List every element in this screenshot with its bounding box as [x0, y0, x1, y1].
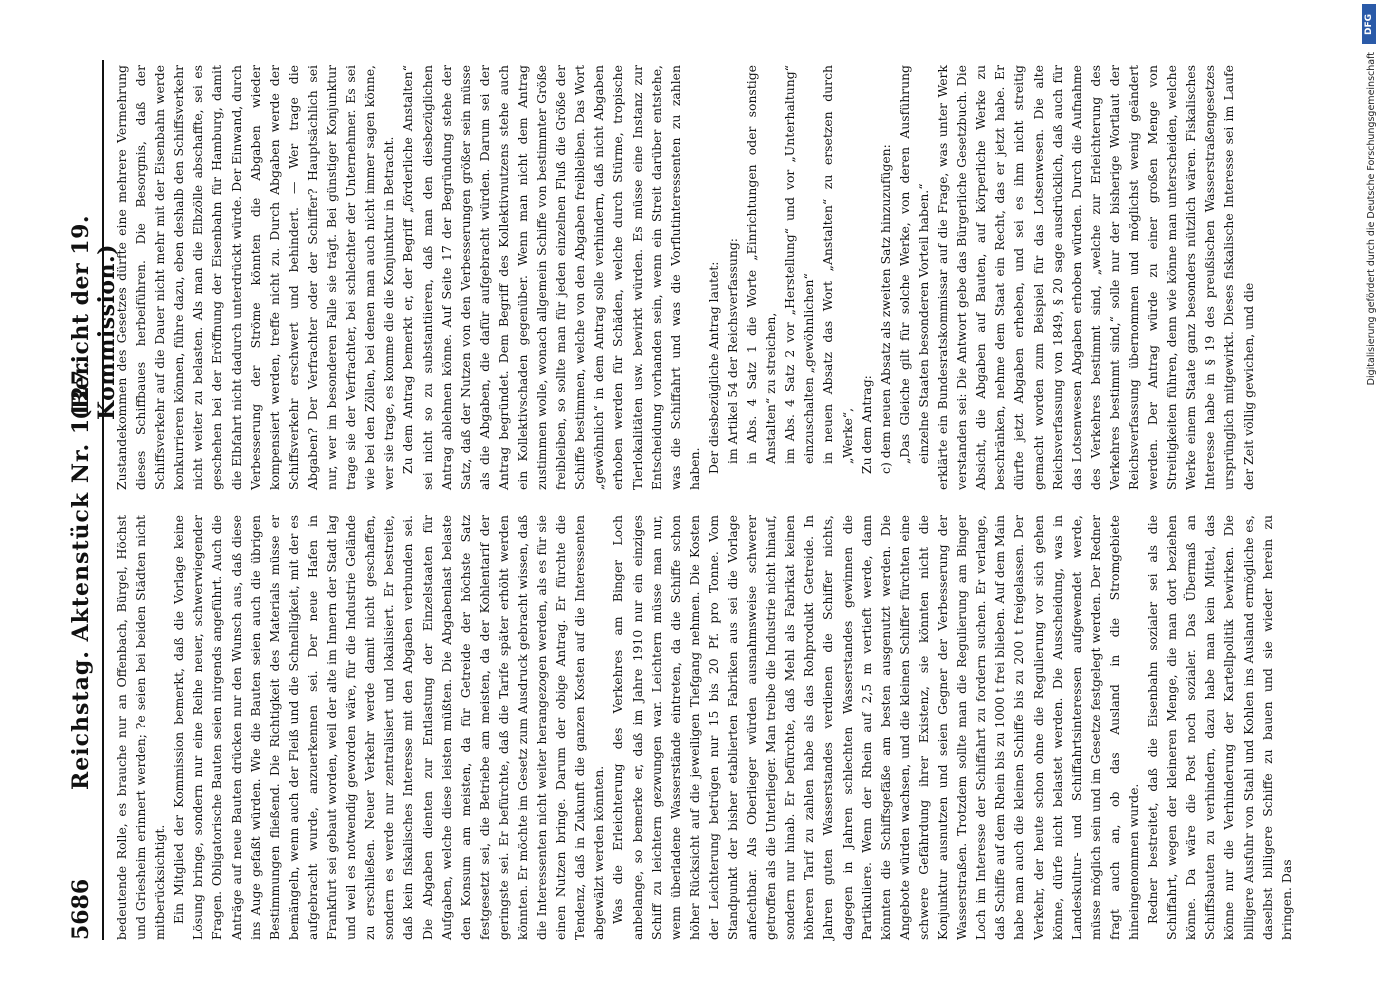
- paragraph: Ein Mitglied der Kommission bemerkt, daß die Vorlage keine Lösung bringe, sondern nur eine Reihe neuer, schwerwiegender Fragen. Obligatorische Bauten seien nirgends angeführt. Auch die Anträge auf neue Bauten drücken nur den Wunsch aus, daß diese ins Auge gefaßt würden. Wie die Bauten seien auch die übrigen Bestimmungen fließend. Die Richtigkeit des Materials müsse er bemängeln, wenn auch der Fleiß und die Schnelligkeit, mit der es aufgebracht wurde, anzuerkennen sei. Der neue Hafen in Frankfurt sei gebaut worden, weil der alte im Innern der Stadt lag und weil es notwendig geworden wäre, für die Industrie Gelände zu erschließen. Neuer Verkehr werde damit nicht geschaffen, sondern es werde nur zentralisiert und lokalisiert. Er bestreite, daß kein fiskalisches Interesse mit den Abgaben verbunden sei. Die Abgaben dienten zur Entlastung der Einzelstaaten für Aufgaben, welche diese leisten müßten. Die Abgabenlast belaste den Konsum am meisten, da für Getreide der höchste Satz festgesetzt sei, die Betriebe am meisten, da der Kohlentarif der geringste sei. Er befürchte, daß die Tarife später erhöht werden könnten. Er möchte im Gesetz zum Ausdruck gebracht wissen, daß die Interessenten nicht weiter herangezogen werden, als es für sie einen Nutzen bringe. Darum der obige Antrag. Er fürchte die Tendenz, daß in Zukunft die ganzen Kosten auf die Interessenten abgewälzt werden könnten.: [171, 515, 607, 940]
- dfg-logo: DFG: [1362, 4, 1376, 44]
- paragraph: Redner bestreitet, daß die Eisenbahn sozialer sei als die Schiffahrt, wegen der kleineren Menge, die man dort beziehen könne. Da wäre die Post noch sozialer. Das Übermaß an Schiffsbauten zu verhindern, dazu habe man kein Mittel, das könne nur die Verhinderung der Kartellpolitik bewirken. Die billigere Ausfuhr von Stahl und Kohlen ins Ausland ermögliche es, daselbst billigere Schiffe zu bauen und sie wieder herein zu bringen. Das: [1145, 515, 1294, 940]
- paragraph: Zu dem Antrag bemerkt er, der Begriff „förderliche Anstalten“ sei nicht so zu substantiieren, daß man den diesbezüglichen Antrag ablehnen könne. Auf Seite 17 der Begründung stehe der Satz, daß der Nutzen von den Verbesserungen größer sein müsse als die Abgaben, die dafür aufgebracht würden. Darum sei der Antrag begründet. Dem Begriff des Kollektivnutzens stehe auch ein Kollektivschaden gegenüber. Wenn man nicht dem Antrag zustimmen wolle, wonach allgemein Schiffe von bestimmter Größe freibleiben, so sollte man für jeden einzelnen Fluß die Größe der Schiffe bestimmen, welche von den Abgaben freibleiben. Das Wort „gewöhnlich“ in dem Antrag solle verhindern, daß nicht Abgaben erhoben werden für Schäden, welche durch Stürme, tropische Tierlokalitäten usw. bewirkt würden. Es müsse eine Instanz zur Entscheidung vorhanden sein, wenn ein Streit darüber entstehe, was die Schiffahrt und was die Vorflutinteressenten zu zahlen haben.: [400, 65, 702, 490]
- motion-line: in neuen Absatz das Wort „Anstalten“ zu ersetzen durch „Werke“,: [820, 65, 855, 464]
- header-title: Reichstag. Aktenstück Nr. 1127.: [68, 360, 94, 790]
- dfg-watermark: [1357, 4, 1379, 994]
- left-column: [112, 515, 1294, 940]
- header-section: (Bericht der 19. Kommission.): [68, 214, 120, 420]
- motion-line: in Abs. 4 Satz 1 die Worte „Einrichtungen oder sonstige Anstalten“ zu streichen,: [744, 65, 779, 464]
- motion-quote: „Das Gleiche gilt für solche Werke, von deren Ausführung einzelne Staaten besonderen Vorteil haben.“: [896, 65, 931, 464]
- page-number: 5686: [68, 878, 94, 940]
- paragraph: c) dem neuen Absatz als zweiten Satz hinzuzufügen:: [877, 144, 893, 474]
- right-column: [112, 65, 1256, 490]
- motion-line: im Artikel 54 der Reichsverfassung:: [725, 238, 740, 464]
- paragraph: erklärte ein Bundesratskommissar auf die Frage, was unter Werk verstanden sei: Die Antwort gebe das Bürgerliche Gesetzbuch. Die Absicht, die Abgaben auf Bauten, auf körperliche Werke zu beschränken, nehme dem Staat ein Recht, das er jetzt habe. Er dürfte jetzt Abgaben erheben, und sei es ihm nicht streitig gemacht worden zum Beispiel für das Lotsenwesen. Die alte Reichsverfassung von 1849, § 20 sage ausdrücklich, daß auch für das Lotsenwesen Abgaben erhoben würden. Durch die Aufnahme des Verkehres bestimmt sind, „welche zur Erleichterung des Verkehres bestimmt sind,“ solle nur der bisherige Wortlaut der Reichsverfassung übernommen und möglichst wenig geändert werden. Der Antrag würde zu einer großen Menge von Streitigkeiten führen, denn wie könne man unterscheiden, welche Werke einem Staate ganz besonders nützlich wären. Fiskalisches Interesse habe in § 19 des preußischen Wasserstraßengesetzes ursprünglich mitgewirkt. Dieses fiskalische Interesse sei im Laufe der Zeit völlig gewichen, und die: [935, 65, 1256, 490]
- paragraph: Was die Erleichterung des Verkehres am Binger Loch anbelange, so bemerke er, daß im Jahre 1910 nur ein einziges Schiff zu leichtern gezwungen war. Leichtern müsse man nur, wenn überladene Wasserstände eintreten, da die Schiffe schon höher Rücksicht auf die jeweiligen Tiefgang nehmen. Die Kosten der Leichterung betrügen nur 15 bis 20 Pf. pro Tonne. Vom Standpunkt der bisher etablierten Fabriken aus sei die Vorlage anfechtbar. Als Oberlieger würden ausnahmsweise schwerer getroffen als die Unterlieger. Man treibe die Industrie nicht hinauf, sondern nur hinab. Er befürchte, daß Mehl als Fabrikat keinen höheren Tarif zu zahlen habe als das Rohprodukt Getreide. In Jahren guten Wasserstandes verdienen die Schiffer nichts, dagegen in Jahren schlechten Wasserstandes gewinnen die Partikuliere. Wenn der Rhein auf 2,5 m vertieft werde, dann könnten die Schiffsgefäße am besten ausgenutzt werden. Die Angebote würden wachsen, und die kleinen Schiffer fürchten eine schwere Gefährdung ihrer Existenz, sie könnten nicht die Konjunktur ausnutzen und seien Gegner der Verbesserung der Wasserstraßen. Trotzdem sollte man die Regulierung am Binger Loch im Interesse der Schiffahrt zu fordern suchen. Er verlange, daß Schiffe auf dem Rhein bis zu 1000 t frei blieben. Auf dem Main habe man auch die kleinen Schiffe bis zu 200 t freigelassen. Der Verkehr, der heute schon ohne die Regulierung vor sich gehen könne, dürfe nicht belastet werden. Die Ausscheidung, was in Landeskultur- und Schiffahrtsinteressen aufgewendet werde, müsse möglich sein und im Gesetze festgelegt werden. Der Redner fragt auch an, ob das Ausland in die Stromgebiete hineingenommen wurde.: [610, 515, 1141, 940]
- paragraph: bedeutende Rolle, es brauche nur an Offenbach, Bürgel, Höchst und Griesheim erinnert werden; ?e seien bei beiden Städten nicht mitberücksichtigt.: [114, 515, 168, 940]
- paragraph: Zustandekommen des Gesetzes dürfte eine mehrere Vermehrung dieses Schiffbaues herbeiführen. Die Besorgnis, daß der Schiffsverkehr auf die Dauer nicht mehr mit der Eisenbahn werde konkurrieren können, führe dazu, eben deshalb den Schiffsverkehr nicht weiter zu belasten. Als man die Elbzölle abschaffte, sei es geschehen bei der Eröffnung der Eisenbahn für Hamburg, damit die Elbfahrt nicht dadurch unterdrückt würde. Der Einwand, durch Verbesserung der Ströme könnten die Abgaben wieder kompensiert werden, treffe nicht zu. Durch Abgaben werde der Schiffsverkehr erschwert und behindert. — Wer trage die Abgaben? Der Verfrachter oder der Schiffer? Hauptsächlich sei nur, wer im besonderen Falle sie trägt. Bei günstiger Konjunktur trage sie der Verfrachter, bei schlechter der Unternehmer. Es sei wie bei den Zöllen, bei denen man auch nicht immer sagen könne, wer sie trage, es komme die die Konjunktur in Betracht.: [114, 65, 397, 490]
- motion-line: im Abs. 4 Satz 2 vor „Herstellung“ und vor „Unterhaltung“ einzuschalten „gewöhnlichen“: [782, 65, 817, 464]
- paragraph: Der diesbezügliche Antrag lautet:: [705, 261, 721, 474]
- dfg-credit-text: Digitalisierung gefördert durch die Deutsche Forschungsgemeinschaft: [1366, 52, 1377, 386]
- paragraph: Zu dem Antrag:: [858, 375, 874, 474]
- page-header: [62, 60, 120, 940]
